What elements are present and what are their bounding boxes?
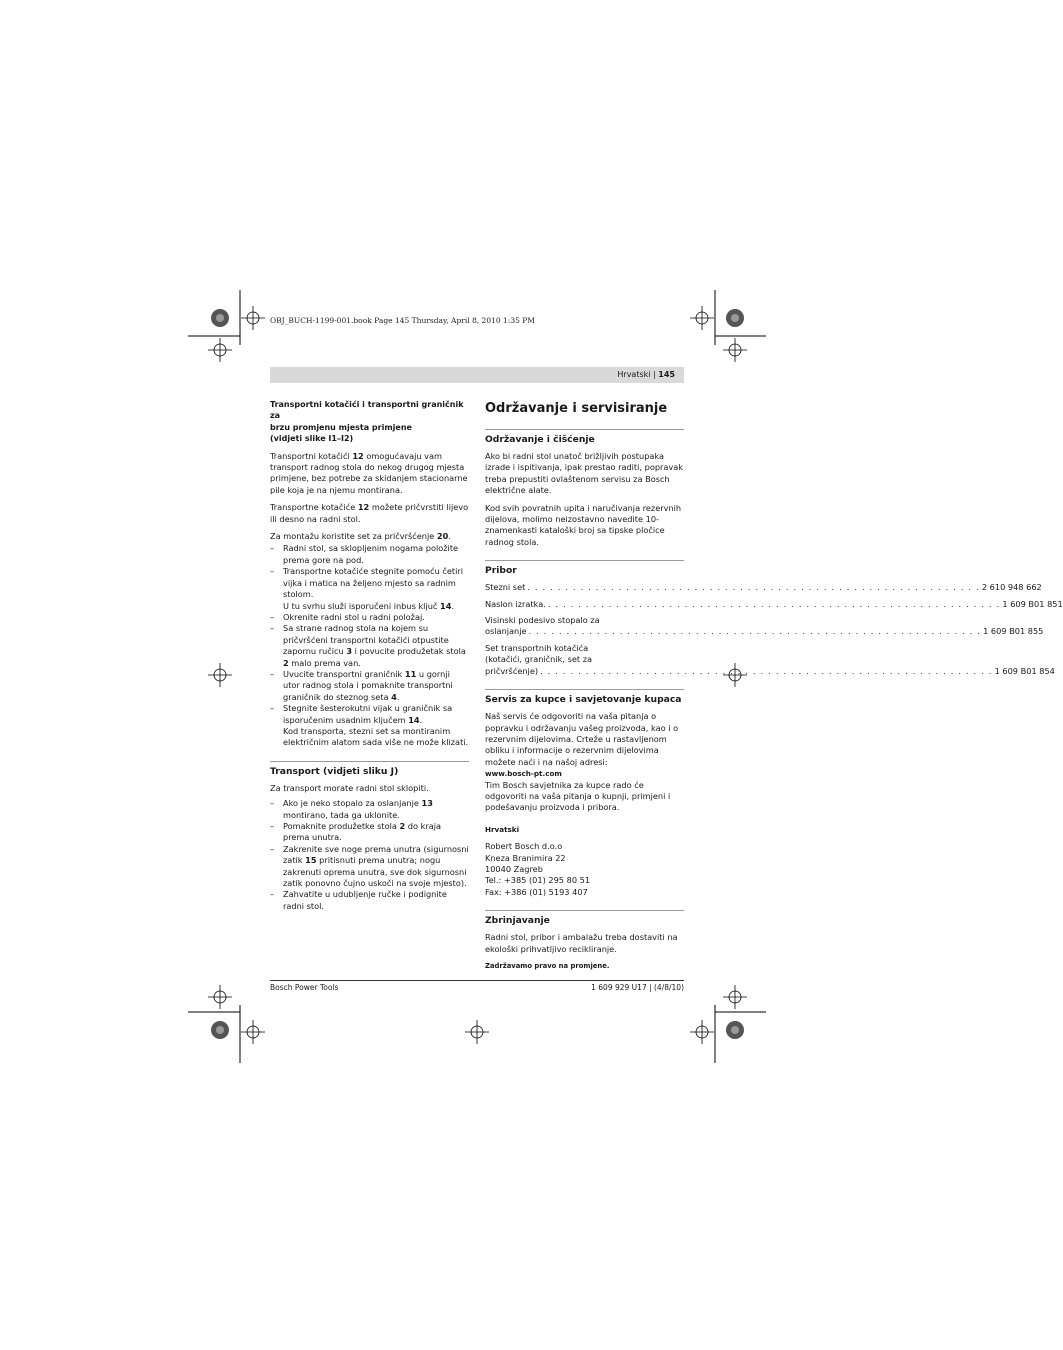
leader-dots: . . . . . . . . . . . . . . . . . . . . . . . . . . . . . . . . . . . . . . . . . . . . . . . . . . . . . . . . . . . . — [540, 665, 993, 676]
right-column — [485, 399, 1063, 972]
transport-wheels-p3: Za montažu koristite set za pričvršćenje 20. — [270, 531, 451, 542]
footer-doc-number: 1 609 929 U17 | (4/8/10) — [591, 983, 684, 992]
accessory-name-line: Visinski podesivo stopalo za — [485, 615, 600, 626]
service-title: Servis za kupce i savjetovanje kupaca — [485, 689, 684, 706]
accessory-number: 2 610 948 662 — [981, 582, 1042, 593]
list-item: – Radni stol, sa sklopljenim nogama položite prema gore na pod. — [270, 543, 459, 565]
list-item: – Zakrenite sve noge prema unutra (sigurnosni zatik 15 pritisnuti prema unutra; nogu zakrenuti oprema unutra, sve dok sigurnosni zatik ponovno čujno uskoči na svoje mjesto). — [270, 843, 469, 889]
accessory-number: 1 609 B01 854 — [994, 665, 1055, 676]
transport-wheels-steps — [270, 543, 469, 748]
header-separator: | — [653, 370, 656, 379]
transport-wheels-title: Transportni kotačići i transportni graničnik za brzu promjenu mjesta primjene (vidjeti slike I1–I2) — [270, 400, 464, 444]
header-page-number: 145 — [658, 370, 675, 379]
service-country: Hrvatski — [485, 824, 520, 834]
accessory-name: Stezni set — [485, 582, 526, 593]
footer-rule — [270, 980, 684, 981]
accessories-list — [485, 582, 1063, 677]
accessory-name-line: (kotačići, graničnik, set za — [485, 654, 593, 665]
list-item: – Okrenite radni stol u radni položaj. — [270, 611, 425, 622]
transport-wheels-p2: Transportne kotačiće 12 možete pričvrstiti lijevo ili desno na radni stol. — [270, 502, 469, 524]
header-language: Hrvatski — [617, 370, 651, 379]
left-column — [270, 399, 469, 918]
list-item: – Transportne kotačiće stegnite pomoću četiri vijka i matica na željeno mjesto sa radnim stolom. U tu svrhu služi isporučeni inbus ključ 14. — [270, 566, 464, 611]
transport-steps — [270, 798, 469, 912]
accessory-number: 1 609 B01 855 — [983, 626, 1044, 637]
leader-dots: . . . . . . . . . . . . . . . . . . . . . . . . . . . . . . . . . . . . . . . . . . . . . . . . . . . . . . . . . . . . — [547, 598, 1001, 609]
page-header-bar — [270, 367, 684, 383]
list-item: – Sa strane radnog stola na kojem su pričvršćeni transportni kotačići otpustite zapornu ručicu 3 i povucite produžetak stola 2 malo prema van. — [270, 623, 466, 668]
transport-title: Transport (vidjeti sliku J) — [270, 761, 469, 778]
footer-brand: Bosch Power Tools — [270, 983, 339, 992]
disposal-title: Zbrinjavanje — [485, 910, 684, 927]
maintenance-main-title: Održavanje i servisiranje — [485, 401, 668, 416]
accessory-name: Naslon izratka. — [485, 598, 546, 609]
disposal-note: Zadržavamo pravo na promjene. — [485, 962, 610, 970]
service-p1: Naš servis će odgovoriti na vaša pitanja o popravku i održavanju vašeg proizvoda, kao i o rezervnim dijelovima. Crteže u rastavljenom obliku i informacije o rezervnim dijelovima možete naći i na našoj adresi: — [485, 711, 679, 767]
list-item: – Pomaknite produžetke stola 2 do kraja prema unutra. — [270, 821, 442, 843]
service-p2: Tim Bosch savjetnika za kupce rado će odgovoriti na vaša pitanja o kupnji, primjeni i podešavanju proizvoda i pribora. — [485, 779, 671, 813]
accessory-name: oslanjanje — [485, 626, 527, 637]
maintenance-p1: Ako bi radni stol unatoč brižljivih postupaka izrade i ispitivanja, ipak prestao raditi, popravak treba prepustiti ovlaštenom servisu za Bosch električne alate. — [485, 451, 684, 496]
page-header — [617, 370, 675, 379]
list-item: – Ako je neko stopalo za oslanjanje 13 montirano, tada ga uklonite. — [270, 798, 433, 820]
accessory-row — [485, 598, 1063, 610]
list-item: – Zahvatite u udubljenje ručke i podignite radni stol. — [270, 889, 447, 911]
leader-dots: . . . . . . . . . . . . . . . . . . . . . . . . . . . . . . . . . . . . . . . . . . . . . . . . . . . . . . . . . . . . — [527, 582, 980, 593]
list-item: – Uvucite transportni graničnik 11 u gornji utor radnog stola i pomaknite transportni graničnik do steznog seta 4. — [270, 668, 453, 702]
service-address: Robert Bosch d.o.o Kneza Branimira 22 10040 Zagreb Tel.: +385 (01) 295 80 51 Fax: +386 (01) 5193 407 — [485, 841, 591, 897]
book-info-line: OBJ_BUCH-1199-001.book Page 145 Thursday, April 8, 2010 1:35 PM — [270, 316, 535, 325]
accessory-name: pričvršćenje) — [485, 665, 539, 676]
transport-intro: Za transport morate radni stol sklopiti. — [270, 782, 429, 793]
transport-wheels-p1: Transportni kotačići 12 omogućavaju vam transport radnog stola do nekog drugog mjesta primjene, bez potrebe za skidanjem stacionarne pile koja je na njemu montirana. — [270, 450, 468, 495]
accessory-row — [485, 582, 1042, 593]
accessory-row — [485, 615, 1044, 638]
accessory-row — [485, 642, 1055, 677]
accessory-name-line: Set transportnih kotačića — [485, 642, 589, 653]
service-url[interactable]: www.bosch-pt.com — [485, 769, 562, 779]
disposal-p1: Radni stol, pribor i ambalažu treba dostaviti na ekološki prihvatljivo recikliranje. — [485, 932, 678, 954]
leader-dots: . . . . . . . . . . . . . . . . . . . . . . . . . . . . . . . . . . . . . . . . . . . . . . . . . . . . . . . . . . . . — [528, 626, 982, 637]
maintenance-p2: Kod svih povratnih upita i naručivanja rezervnih dijelova, molimo neizostavno navedite 10-znamenkasti kataloški broj sa tipske pločice radnog stola. — [485, 502, 682, 547]
maintenance-title: Održavanje i čišćenje — [485, 429, 684, 446]
accessories-title: Pribor — [485, 560, 684, 577]
list-item: – Stegnite šesterokutni vijak u graničnik sa isporučenim usadnim ključem 14. Kod transporta, stezni set sa montiranim električnim alatom sada više ne može klizati. — [270, 703, 469, 748]
accessory-number: 1 609 B01 851 — [1002, 598, 1063, 609]
